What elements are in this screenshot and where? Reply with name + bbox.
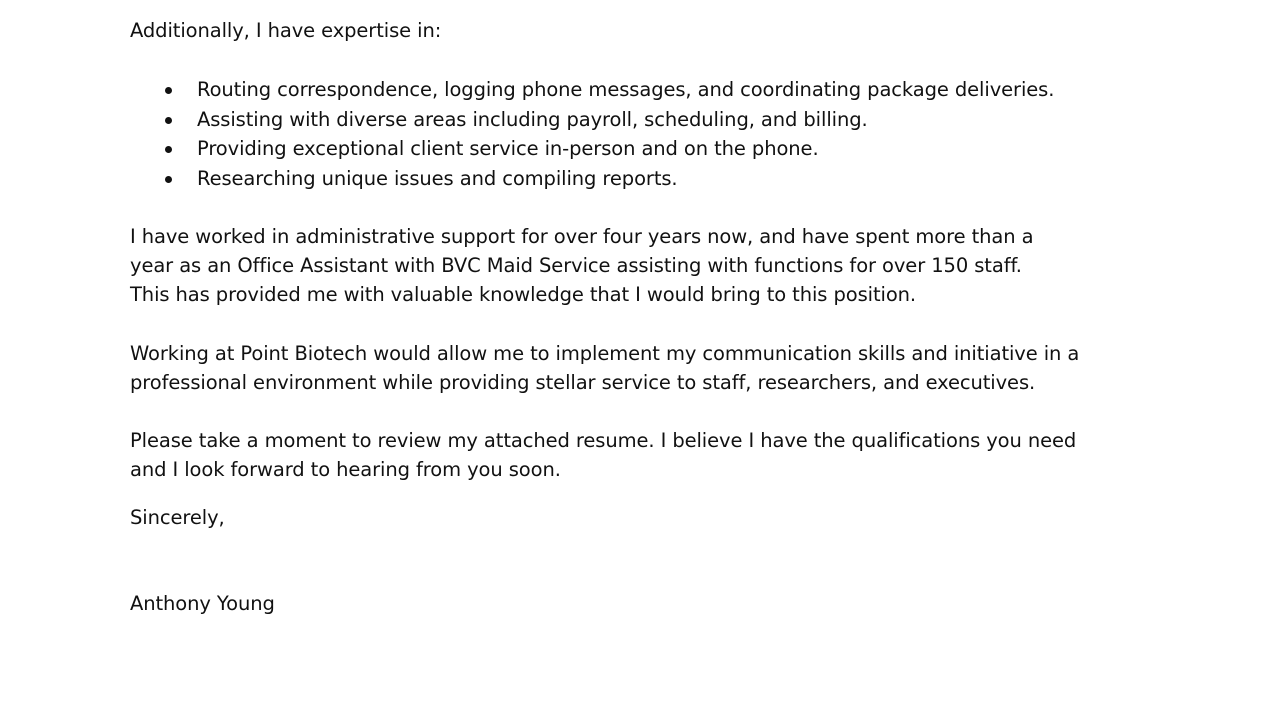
signature-text: Anthony Young (130, 592, 275, 615)
bullet-icon (165, 117, 172, 124)
paragraph-line: year as an Office Assistant with BVC Maid Service assisting with functions for over 150 staff. (130, 254, 1022, 277)
paragraph-line: Please take a moment to review my attached resume. I believe I have the qualifications you need (130, 429, 1077, 452)
motivation-paragraph (130, 339, 1240, 397)
paragraph-line: professional environment while providing stellar service to staff, researchers, and executives. (130, 371, 1036, 394)
closing-text: Sincerely, (130, 506, 225, 529)
bullet-icon (165, 87, 172, 94)
list-item-text: Researching unique issues and compiling reports. (197, 166, 678, 190)
list-item (130, 134, 1054, 164)
paragraph-line: and I look forward to hearing from you soon. (130, 458, 561, 481)
intro-text: Additionally, I have expertise in: (130, 19, 442, 42)
list-item (130, 164, 1054, 194)
list-item-text: Assisting with diverse areas including payroll, scheduling, and billing. (197, 107, 868, 131)
paragraph-line: Working at Point Biotech would allow me to implement my communication skills and initiative in a (130, 342, 1080, 365)
signature-name (130, 589, 1240, 618)
expertise-list (130, 75, 1054, 193)
closing-paragraph (130, 426, 1240, 484)
bullet-icon (165, 176, 172, 183)
list-item (130, 75, 1054, 105)
list-item-text: Providing exceptional client service in-person and on the phone. (197, 137, 819, 160)
list-item-text: Routing correspondence, logging phone messages, and coordinating package deliveries. (197, 78, 1055, 101)
bullet-icon (165, 146, 172, 153)
experience-paragraph (130, 222, 1240, 309)
closing-salutation (130, 503, 1240, 532)
list-item (130, 105, 1054, 135)
paragraph-line: This has provided me with valuable knowledge that I would bring to this position. (130, 283, 917, 306)
intro-line (130, 16, 1240, 45)
paragraph-line: I have worked in administrative support for over four years now, and have spent more than a (130, 225, 1034, 248)
